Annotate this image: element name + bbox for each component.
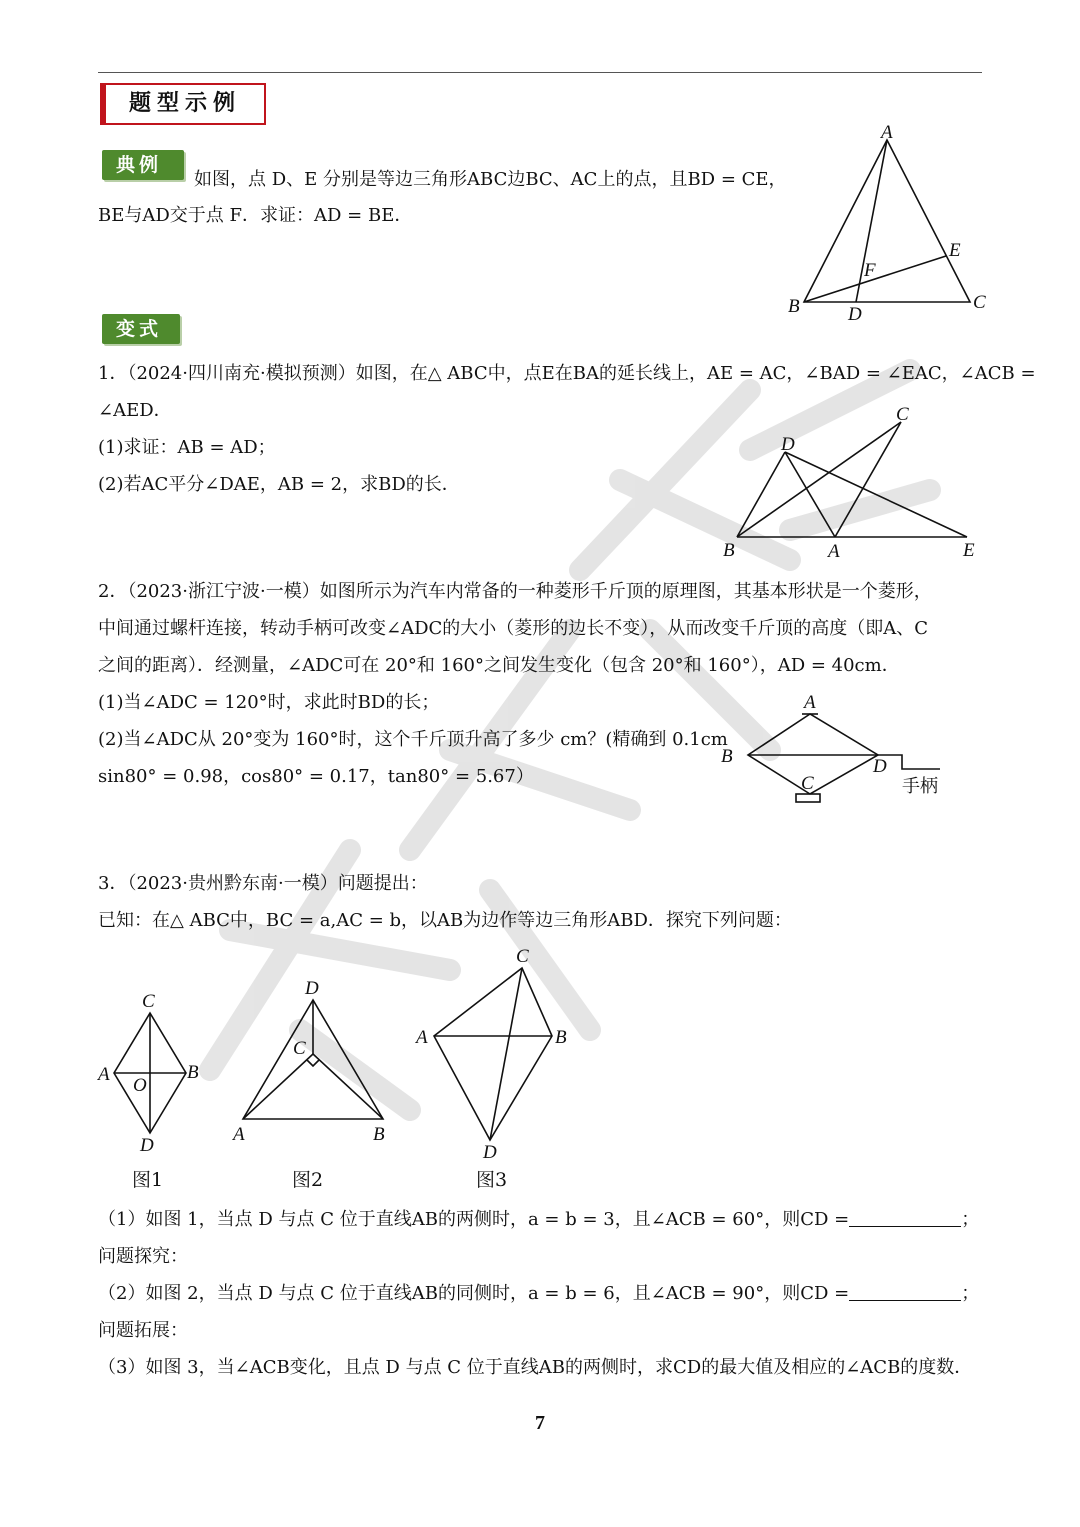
fig3-label-b: B — [555, 1027, 567, 1048]
fig2-label-d: D — [305, 978, 319, 999]
q3-part-3: （3）如图 3，当∠ACB变化，且点 D 与点 C 位于直线AB的两侧时，求CD的最大值及相应的∠ACB的度数． — [98, 1357, 973, 1378]
q3-part-2-end: ； — [961, 1283, 980, 1304]
q1-label-d: D — [781, 434, 795, 455]
q3-line-2: 已知：在△ ABC中，BC = a,AC = b，以AB为边作等边三角形ABD．探究下列问题： — [98, 910, 792, 931]
q2-line-3: 之间的距离）．经测量，∠ADC可在 20°和 160°之间发生变化（包含 20°和 160°），AD = 40cm． — [98, 655, 900, 676]
label-e: E — [949, 240, 961, 261]
q1-part-1: (1)求证：AB = AD； — [98, 437, 276, 458]
q2-label-a: A — [804, 692, 816, 713]
variant-tag: 变式 — [102, 314, 180, 344]
fig2-label-c: C — [293, 1038, 306, 1059]
q3-figure-3 — [410, 940, 580, 1165]
q1-label-e: E — [963, 540, 975, 561]
q3-part-1-end: ； — [961, 1209, 980, 1230]
q2-label-d: D — [873, 756, 887, 777]
example-line-1: 如图，点 D、E 分别是等边三角形ABC边BC、AC上的点，且BD = CE， — [194, 169, 787, 190]
q3-part-1-blank[interactable] — [849, 1208, 961, 1227]
fig3-label-c: C — [516, 946, 529, 967]
q3-extend-heading: 问题拓展： — [98, 1320, 188, 1341]
fig2-label-b: B — [373, 1124, 385, 1145]
fig1-caption: 图1 — [132, 1169, 164, 1191]
fig3-label-d: D — [483, 1142, 497, 1163]
fig1-label-a: A — [98, 1064, 110, 1085]
section-title: 题型示例 — [128, 91, 241, 116]
q1-line-1: 1．（2024·四川南充·模拟预测）如图，在△ ABC中，点E在BA的延长线上，AE = AC，∠BAD = ∠EAC，∠ACB = — [98, 363, 1036, 384]
label-f: F — [864, 260, 876, 281]
q1-figure — [715, 400, 985, 565]
q3-line-1: 3．（2023·贵州黔东南·一模）问题提出： — [98, 873, 428, 894]
q3-part-2 — [98, 1282, 979, 1306]
fig3-caption: 图3 — [476, 1169, 508, 1191]
q2-jack-figure — [712, 688, 962, 813]
q2-line-1: 2．（2023·浙江宁波·一模）如图所示为汽车内常备的一种菱形千斤顶的原理图，其基本形状是一个菱形， — [98, 581, 932, 602]
fig1-label-c: C — [142, 991, 155, 1012]
q3-part-1-text: （1）如图 1，当点 D 与点 C 位于直线AB的两侧时，a = b = 3，且∠ACB = 60°，则CD = — [98, 1209, 850, 1230]
q2-label-handle: 手柄 — [902, 776, 938, 797]
q2-label-c: C — [801, 773, 814, 794]
label-a: A — [881, 122, 893, 143]
q3-part-2-text: （2）如图 2，当点 D 与点 C 位于直线AB的同侧时，a = b = 6，且∠ACB = 90°，则CD = — [98, 1283, 850, 1304]
q2-part-1: (1)当∠ADC = 120°时，求此时BD的长； — [98, 692, 440, 713]
q1-line-2: ∠AED． — [98, 400, 172, 421]
q2-part-2: (2)当∠ADC从 20°变为 160°时，这个千斤顶升高了多少 cm？(精确到 0.1cm — [98, 729, 728, 750]
q1-label-b: B — [723, 540, 735, 561]
label-b: B — [788, 296, 800, 317]
q3-part-1 — [98, 1208, 979, 1232]
q1-label-c: C — [896, 404, 909, 425]
triangle-abc — [804, 140, 970, 302]
fig3-label-a: A — [416, 1027, 428, 1048]
q2-label-b: B — [721, 746, 733, 767]
q3-explore-heading: 问题探究： — [98, 1246, 188, 1267]
fig1-label-o: O — [133, 1075, 147, 1096]
q2-line-2: 中间通过螺杆连接，转动手柄可改变∠ADC的大小（菱形的边长不变），从而改变千斤顶的高度（即A、C — [98, 618, 929, 639]
q3-part-2-blank[interactable] — [849, 1282, 961, 1301]
fig1-label-b: B — [187, 1062, 199, 1083]
example-tag: 典例 — [102, 150, 184, 180]
example-line-2: BE与AD交于点 F．求证：AD = BE． — [98, 205, 413, 226]
q2-part-3: sin80° = 0.98，cos80° = 0.17，tan80° = 5.67） — [98, 766, 534, 787]
q1-part-2: (2)若AC平分∠DAE，AB = 2，求BD的长． — [98, 474, 460, 495]
label-c: C — [973, 292, 986, 313]
fig2-label-a: A — [233, 1124, 245, 1145]
fig1-label-d: D — [140, 1135, 154, 1155]
label-d: D — [848, 304, 862, 325]
example-triangle-figure — [780, 118, 1000, 328]
fig2-caption: 图2 — [292, 1169, 324, 1191]
header-rule — [98, 72, 982, 73]
q3-figure-2 — [225, 972, 405, 1147]
page-number: 7 — [535, 1412, 545, 1434]
q1-label-a: A — [828, 541, 840, 562]
section-title-box — [100, 83, 266, 125]
q3-figure-1 — [92, 985, 212, 1155]
